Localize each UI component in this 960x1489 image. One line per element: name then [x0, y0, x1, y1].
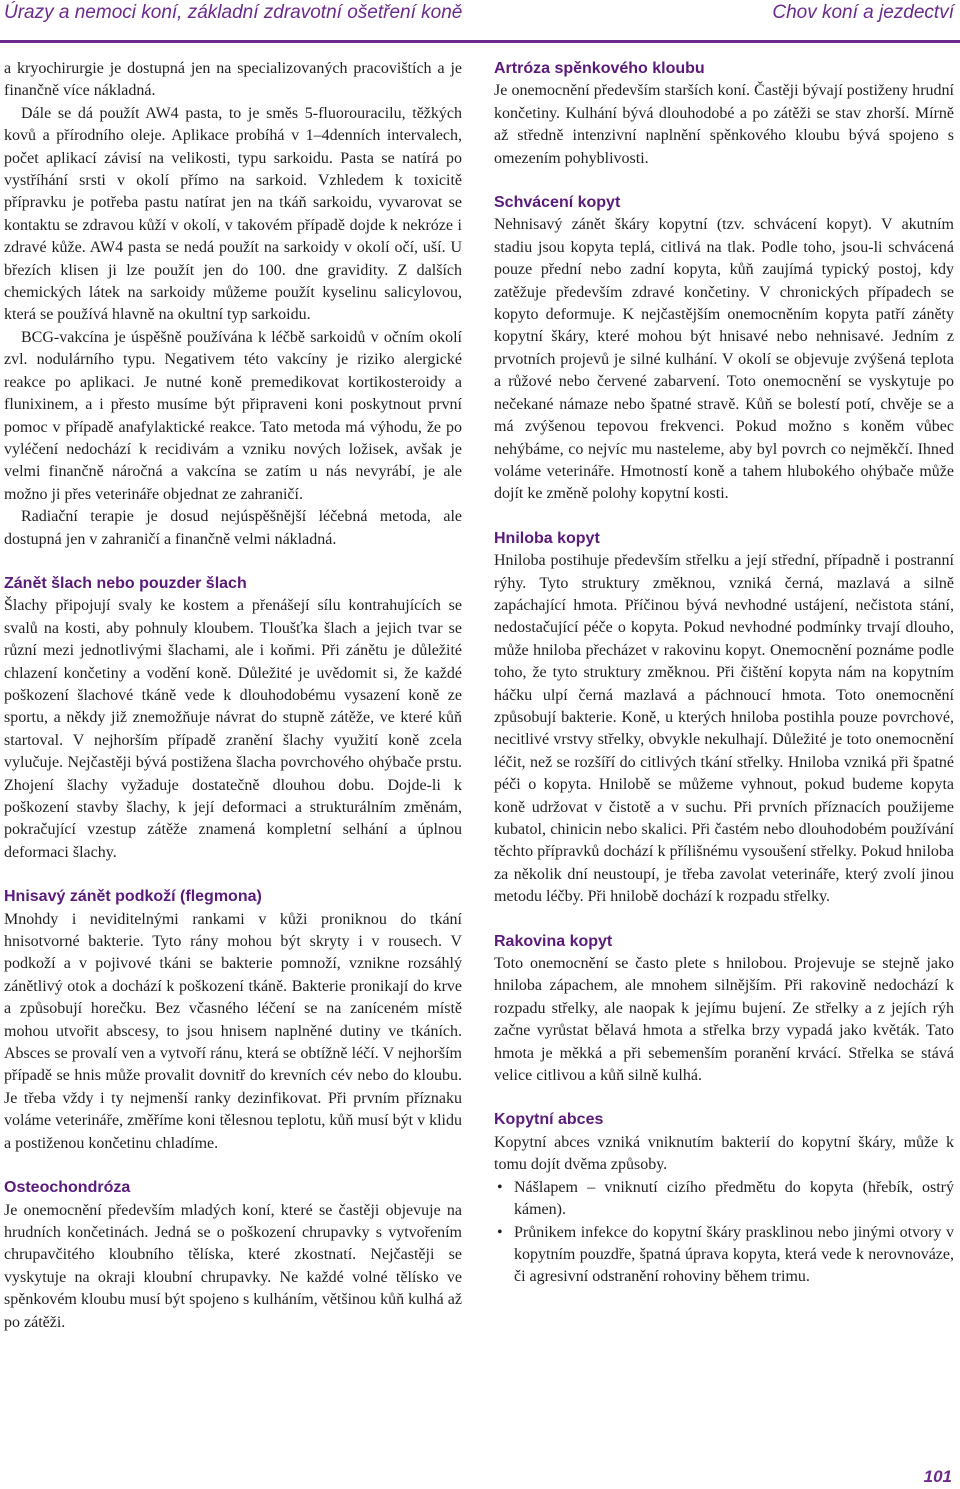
paragraph: Toto onemocnění se často plete s hnilobou. Projevuje se stejně jako hniloba zápachem, ale mnohem silnějším. Při rakovině nedochází k rozpadu střelky, ale naopak k jejímu bujení. Ze střelky a z jejích rýh začne vyrůstat bělavá hmota a střelka brzy vypadá jako květák. Tato hmota je měkká a při sebemenším poranění krvácí. Střelka se stává velice citlivou a kůň silně kulhá. — [494, 955, 954, 1085]
section-heading: Kopytní abces — [494, 1111, 604, 1129]
paragraph: Je onemocnění především starších koní. Častěji bývají postiženy hrudní končetiny. Kulhání bývá dlouhodobé a po zátěži se stav zhorší. Mírně až středně intenzivní naplnění spěnkového kloubu bývá spojeno s omezením pohyblivosti. — [494, 82, 954, 167]
list-item-text: Průnikem infekce do kopytní škáry prasklinou nebo jinými otvory v kopytním pouzdře, špatná úprava kopyta, která vede k nerovnováze, či agresivní odstranění rohoviny během trimu. — [514, 1223, 954, 1286]
paragraph: BCG-vakcína je úspěšně používána k léčbě sarkoidů v očním okolí zvl. nodulárního typu. Negativem této vakcíny je riziko alergické reakce po aplikaci. Je nutné koně premedikovat kortikosteroidy a flunixinem, a i přesto musíme být připraveni koni poskytnout první pomoc v případě anafylaktické reakce. Tato metoda má výhodu, že po vyléčení nedochází k recidivám a vzniku nových ložisek, avšak je velmi finančně náročná a vakcína se zatím u nás nevyrábí, je ale možno ji přes veterináře objednat ze zahraničí. — [4, 328, 462, 503]
left-column — [4, 58, 462, 1334]
paragraph: Dále se dá použít AW4 pasta, to je směs 5-fluorouracilu, těžkých kovů a přírodního oleje. Aplikace probíhá v 1–4denních intervalech, počet aplikací závisí na velikosti, typu sarkoidu. Pasta se natírá po vystříhání srsti v okolí přímo na sarkoid. Vzhledem k toxicitě přípravku je potřeba pastu natírat jen na tkáň sarkoidu, vyvarovat se kontaktu se zdravou kůží v okolí, v takovém případě dojde k nekróze i zdravé kůže. AW4 pasta se nedá použít na sarkoidy v okolí očí, uší. U březích klisen ji lze použít jen do 100. dne gravidity. Z dalších chemických látek na sarkoidy můžeme použít kyselinu salicylovou, která se používá hlavně na okultní typ sarkoidu. — [4, 104, 462, 324]
list-item — [494, 1177, 954, 1222]
section-heading: Schvácení kopyt — [494, 194, 621, 212]
right-column — [494, 58, 954, 1289]
section-heading: Osteochondróza — [4, 1179, 131, 1197]
list-item-text: Nášlapem – vniknutí cizího předmětu do kopyta (hřebík, ostrý kámen). — [514, 1178, 954, 1219]
section-heading: Artróza spěnkového kloubu — [494, 60, 705, 77]
book-title: Chov koní a jezdectví — [772, 2, 954, 23]
paragraph: Hniloba postihuje především střelku a její střední, případně i postranní rýhy. Tyto struktury změknou, vzniká černá, mazlavá a silně zapáchající hmota. Příčinou bývá nevhodné ustájení, nečistota stání, nedostačující péče o kopyta. Pokud nevhodné podmínky trvají dlouho, může hniloba přecházet v rakovinu kopyt. Onemocnění poznáme podle toho, že tyto struktury změknou. Při čištění kopyta nám na kopytním háčku ulpí černá mazlavá a páchnoucí hmota. Toto onemocnění způsobují bakterie. Koně, u kterých hniloba postihla pouze povrchové, necitlivé vrstvy střelky, obvykle nekulhají. Důležité je toto onemocnění léčit, než se rozšíří do citlivých tkání střelky. Hniloba vzniká při špatné péči o kopyta. Hnilobě se můžeme vyhnout, pokud budeme kopyta koně udržovat v čistotě a v suchu. Při prvních příznacích použijeme kubatol, chinicin nebo skalici. Při častém nebo dlouhodobém používání těchto přípravků dochází k přílišnému vysoušení střelky. Pokud hniloba za několik dní neustoupí, je třeba zavolat veterináře, který zvolí jinou metodu léčby. Při hnilobě dochází k rozpadu střelky. — [494, 552, 954, 906]
bullet-icon: • — [497, 1223, 503, 1241]
section-heading: Hniloba kopyt — [494, 529, 600, 547]
running-header — [0, 0, 960, 43]
paragraph: Kopytní abces vzniká vniknutím bakterií do kopytní škáry, může k tomu dojít dvěma způsoby. — [494, 1133, 954, 1174]
page-number: 101 — [923, 1467, 952, 1486]
bullet-icon: • — [497, 1178, 503, 1196]
paragraph: Šlachy připojují svaly ke kostem a přenášejí sílu kontrahujících se svalů na kosti, aby pohnuly kloubem. Tloušťka šlach a jejich tvar se různí mezi jednotlivými šlachami, ale i koňmi. Při zánětu je důležité chlazení končetiny a vodění koně. Důležité je uvědomit si, že každé poškození šlachové tkáně vede k dlouhodobému vysazení koně ze sportu, a někdy již znemožňuje návrat do stupně zátěže, ve které kůň startoval. V nejhorším případě zranění šlachy využití koně zcela vylučuje. Nejčastěji bývá postižena šlacha povrchového ohýbače prstu. Zhojení šlachy vyžaduje dostatečně dlouhou dobu. Dojde-li k poškození stavby šlachy, k její deformaci a strukturálním změnám, pokračující vzestup zátěže znamená kompletní selhání a úplnou deformaci šlachy. — [4, 597, 462, 861]
section-heading: Zánět šlach nebo pouzder šlach — [4, 574, 247, 592]
section-heading: Rakovina kopyt — [494, 932, 613, 950]
chapter-title: Úrazy a nemoci koní, základní zdravotní ošetření koně — [4, 2, 463, 23]
paragraph: a kryochirurgie je dostupná jen na specializovaných pracovištích a je finančně více nákladná. — [4, 60, 462, 100]
paragraph: Mnohdy i neviditelnými rankami v kůži proniknou do tkání hnisotvorné bakterie. Tyto rány mohou být skryty i v rousech. V podkoží a v pojivové tkáni se bakterie pomnoží, vznikne rozsáhlý zánětlivý otok a dochází k poškození tkáně. Bakterie pronikají do krve a způsobují horečku. Bez včasného léčení se na zaníceném místě mohou utvořit abscesy, to jsou hnisem naplněné dutiny ve tkáních. Absces se provalí ven a vytvoří ránu, která se obtížně léčí. V nejhorším případě se hnis může provalit dovnitř do krevních cév nebo do kloubu. Je třeba vždy i ty nejmenší ranky dezinfikovat. Při prvním příznaku voláme veterináře, změříme koni tělesnou teplotu, kůň musí být v klidu a postiženou končetinu chladíme. — [4, 910, 462, 1152]
paragraph: Je onemocnění především mladých koní, které se častěji objevuje na hrudních končetinách. Jedná se o poškození chrupavky s vytvořením chrupavčitého kloubního tělíska, které zkostnatí. Nejčastěji se vyskytuje na okraji kloubní chrupavky. Ne každé volné tělísko ve spěnkovém kloubu musí být spojeno s kulháním, většinou kůň kulhá až po zátěži. — [4, 1201, 462, 1331]
list-item — [494, 1222, 954, 1289]
bullet-list — [494, 1177, 954, 1289]
paragraph: Radiační terapie je dosud nejúspěšnější léčebná metoda, ale dostupná jen v zahraničí a finančně velmi nákladná. — [4, 508, 462, 548]
section-heading: Hnisavý zánět podkoží (flegmona) — [4, 888, 262, 906]
paragraph: Nehnisavý zánět škáry kopytní (tzv. schvácení kopyt). V akutním stadiu jsou kopyta teplá, citlivá na tlak. Podle toho, jsou-li schvácená pouze přední nebo zadní kopyta, kůň zaujímá typický postoj, kdy zatěžuje především zdravé končetiny. V chronických případech se kopyto deformuje. K nejčastějším onemocněním kopyta patří záněty kopytní škáry, které mohou být hnisavé nebo nehnisavé. Jedním z prvotních projevů je silné kulhání. V okolí se objevuje zvýšená teplota a růžové nebo červené zabarvení. Toto onemocnění se vyskytuje po nečekané námaze nebo špatné stravě. Kůň se bolestí potí, chvěje se a má zvýšenou tepovou frekvenci. Pokud možno s koněm vůbec nehýbáme, co nejvíc mu nasteleme, aby byl povrch co nejměkčí. Ihned voláme veterináře. Hmotností koně a tahem hlubokého ohýbače může dojít ke změně polohy kopytní kosti. — [494, 216, 954, 503]
